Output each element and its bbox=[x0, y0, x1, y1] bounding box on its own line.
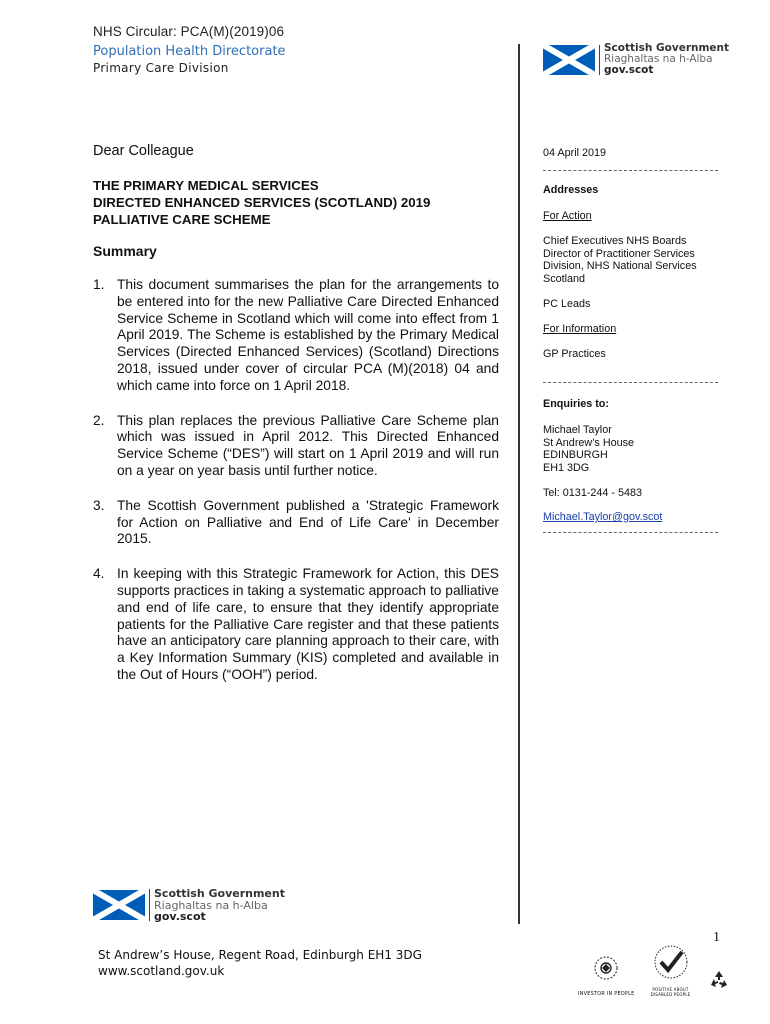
column-divider bbox=[518, 44, 520, 924]
salutation: Dear Colleague bbox=[93, 143, 194, 159]
item-number: 3. bbox=[93, 497, 105, 513]
saltire-flag-icon bbox=[93, 890, 145, 920]
list-item bbox=[93, 498, 499, 548]
recycle-badge bbox=[707, 968, 731, 997]
title-line-2: DIRECTED ENHANCED SERVICES (SCOTLAND) 2019 bbox=[93, 195, 431, 210]
division-name: Primary Care Division bbox=[93, 61, 229, 75]
summary-list bbox=[93, 277, 499, 702]
logo-divider bbox=[149, 889, 150, 921]
for-action-label: For Action bbox=[543, 210, 592, 222]
contact-telephone: Tel: 0131-244 - 5483 bbox=[543, 487, 643, 499]
pc-leads: PC Leads bbox=[543, 298, 591, 310]
page-number: 1 bbox=[713, 930, 720, 945]
item-number: 1. bbox=[93, 277, 105, 292]
logo-divider bbox=[599, 45, 600, 75]
investors-in-people-label: INVESTOR IN PEOPLE bbox=[578, 991, 635, 997]
contact-email-link[interactable]: Michael.Taylor@gov.scot bbox=[543, 511, 663, 523]
logo-line-3: gov.scot bbox=[154, 910, 206, 924]
contact-name: Michael Taylor bbox=[543, 424, 612, 436]
item-text: In keeping with this Strategic Framework for Action, this DES supports practices in taking a systematic approach to palliative and end of life care, to ensure that they identify appropriate patients for the Palliative Care register and that these patients have an anticipatory care planning approach to their care, with a Key Information Summary (KIS) completed and available in the Out of Hours (“OOH”) period. bbox=[117, 566, 499, 682]
list-item bbox=[93, 566, 499, 684]
title-line-3: PALLIATIVE CARE SCHEME bbox=[93, 212, 271, 227]
item-number: 2. bbox=[93, 412, 105, 428]
letter-title bbox=[93, 177, 513, 228]
scottish-government-logo-bottom bbox=[93, 888, 285, 923]
item-text: This plan replaces the previous Palliative Care Scheme plan which was issued in April 2012. This Directed Enhanced Service Scheme (“DES”) will start on 1 April 2019 and will run on a year on year basis until further notice. bbox=[117, 412, 499, 478]
footer-website[interactable]: www.scotland.gov.uk bbox=[98, 964, 225, 978]
separator-rule bbox=[543, 382, 718, 383]
logo-line-3: gov.scot bbox=[604, 64, 654, 77]
separator-rule bbox=[543, 170, 718, 171]
list-item bbox=[93, 413, 499, 480]
recycle-icon bbox=[707, 968, 731, 992]
item-text: The Scottish Government published a 'Strategic Framework for Action on Palliative and End of Life Care' in December 2015. bbox=[117, 497, 499, 547]
logo-line-1: Scottish Government bbox=[604, 42, 730, 54]
investors-in-people-icon bbox=[578, 954, 634, 986]
logo-line-1: Scottish Government bbox=[154, 887, 285, 900]
investors-in-people-badge bbox=[578, 954, 635, 997]
enquiries-heading: Enquiries to: bbox=[543, 398, 609, 410]
scottish-government-logo-top bbox=[543, 43, 729, 76]
contact-building: St Andrew’s House bbox=[543, 436, 635, 449]
item-text: This document summarises the plan for the arrangements to be entered into for the new Palliative Care Directed Enhanced Service Scheme in Scotland which will come into effect from 1 April 2019. The Scheme is established by the Primary Medical Services (Directed Enhanced Services) (Scotland) Directions 2018, issued under cover of circular PCA (M)(2018) 04 and which came into force on 1 April 2018. bbox=[117, 277, 499, 393]
logo-line-2: Riaghaltas na h-Alba bbox=[154, 898, 268, 912]
letter-date: 04 April 2019 bbox=[543, 147, 607, 159]
disability-tick-icon bbox=[649, 942, 693, 982]
addresses-heading: Addresses bbox=[543, 184, 599, 196]
logo-text bbox=[604, 43, 729, 76]
gp-practices: GP Practices bbox=[543, 348, 606, 360]
contact-address bbox=[543, 424, 723, 474]
circular-reference: NHS Circular: PCA(M)(2019)06 bbox=[93, 24, 285, 39]
saltire-flag-icon bbox=[543, 45, 595, 75]
positive-about-disabled-label: POSITIVE ABOUT DISABLED PEOPLE bbox=[650, 987, 691, 997]
summary-heading: Summary bbox=[93, 243, 157, 259]
contact-city: EDINBURGH bbox=[543, 449, 608, 462]
positive-about-disabled-badge bbox=[649, 942, 693, 997]
accreditation-badges bbox=[578, 942, 731, 997]
title-line-1: THE PRIMARY MEDICAL SERVICES bbox=[93, 178, 319, 193]
footer-address bbox=[98, 947, 422, 979]
contact-postcode: EH1 3DG bbox=[543, 461, 590, 474]
footer-postal-address: St Andrew’s House, Regent Road, Edinburgh EH1 3DG bbox=[98, 948, 422, 962]
for-action-recipients: Chief Executives NHS Boards Director of Practitioner Services Division, NHS National Services Scotland bbox=[543, 235, 697, 285]
directorate-name: Population Health Directorate bbox=[93, 44, 286, 59]
separator-rule bbox=[543, 532, 718, 533]
logo-line-2: Riaghaltas na h-Alba bbox=[604, 53, 713, 66]
for-information-label: For Information bbox=[543, 323, 617, 335]
list-item bbox=[93, 277, 499, 395]
item-number: 4. bbox=[93, 566, 105, 582]
logo-text bbox=[154, 888, 285, 923]
